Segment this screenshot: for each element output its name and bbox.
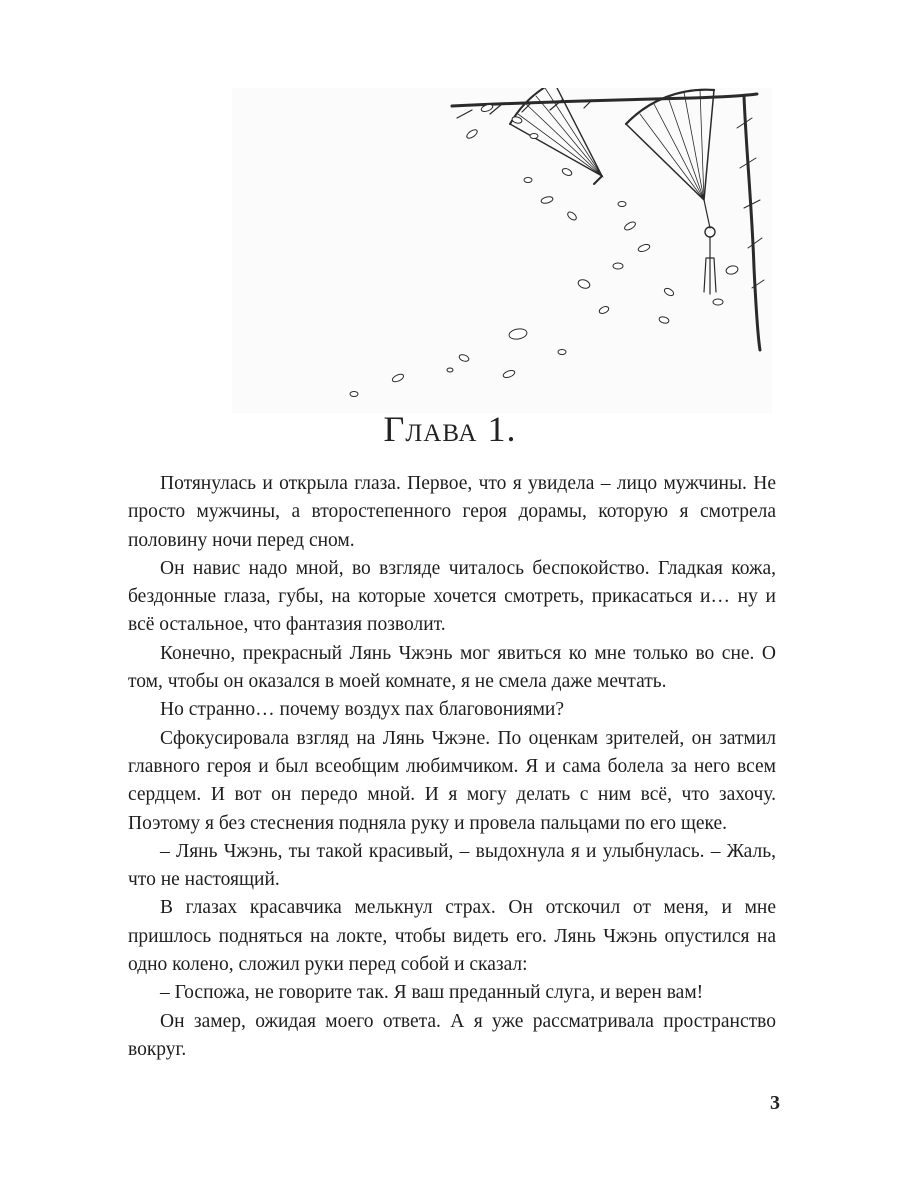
paragraph: Он навис надо мной, во взгляде читалось беспокойство. Гладкая кожа, бездонные глаза, губы, на которые хочется смотреть, прикасаться и… ну и всё остальное, что фантазия позволит. xyxy=(128,557,776,636)
chapter-illustration xyxy=(232,88,772,413)
paragraph: В глазах красавчика мелькнул страх. Он отскочил от меня, и мне пришлось подняться на локте, чтобы видеть его. Лянь Чжэнь опустился на одно колено, сложил руки перед собой и сказал: xyxy=(128,897,776,976)
paragraph: Конечно, прекрасный Лянь Чжэнь мог явиться ко мне только во сне. О том, чтобы он оказался в моей комнате, я не смела даже мечтать. xyxy=(128,642,776,693)
chapter-title: Глава 1. xyxy=(383,409,517,449)
paragraph: Но странно… почему воздух пах благовониями? xyxy=(160,699,564,721)
paragraph: Сфокусировала взгляд на Лянь Чжэне. По оценкам зрителей, он затмил главного героя и был всеобщим любимчиком. Я и сама болела за него всем сердцем. И вот он передо мной. И я могу делать с ним всё, что захочу. Поэтому я без стеснения подняла руку и провела пальцами по его щеке. xyxy=(128,727,776,834)
paragraph: Он замер, ожидая моего ответа. А я уже рассматривала пространство вокруг. xyxy=(128,1010,776,1060)
page-number: 3 xyxy=(770,1092,780,1114)
paragraph: – Лянь Чжэнь, ты такой красивый, – выдохнула я и улыбнулась. – Жаль, что не настоящий. xyxy=(128,840,776,891)
chapter-text xyxy=(128,470,776,1064)
fans-and-petals-illustration-icon xyxy=(232,88,772,413)
paragraph: Потянулась и открыла глаза. Первое, что я увидела – лицо мужчины. Не просто мужчины, а второстепенного героя дорамы, которую я смотрела половину ночи перед сном. xyxy=(128,473,776,551)
paragraph: – Госпожа, не говорите так. Я ваш преданный слуга, и верен вам! xyxy=(160,982,704,1004)
